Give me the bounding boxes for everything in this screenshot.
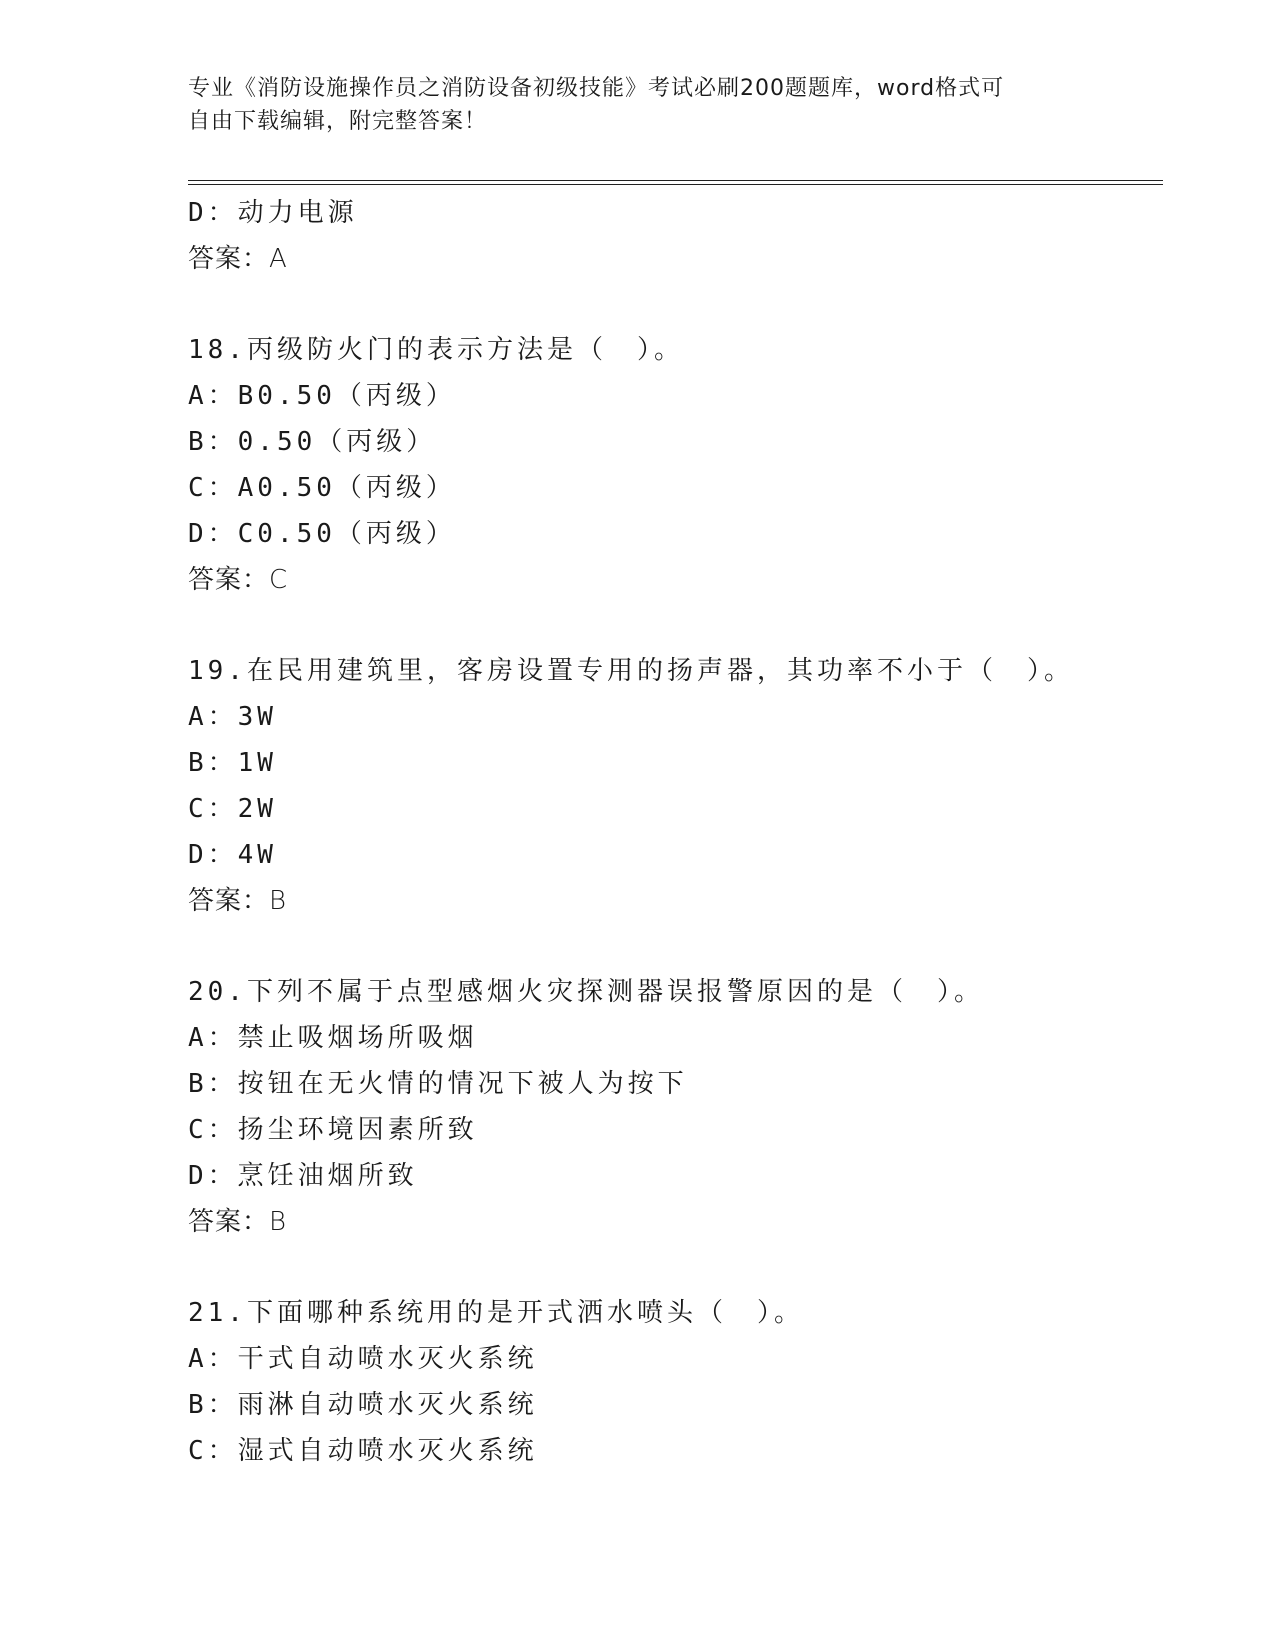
- option-a: A：禁止吸烟场所吸烟: [188, 1023, 478, 1053]
- answer: 答案：B: [188, 1207, 288, 1237]
- question-stem: 21.下面哪种系统用的是开式洒水喷头（ ）。: [188, 1298, 804, 1328]
- option-b: B：1W: [188, 748, 277, 778]
- option-d: D：C0.50（丙级）: [188, 519, 456, 549]
- option-b: B：雨淋自动喷水灭火系统: [188, 1390, 538, 1420]
- question-stem: 18.丙级防火门的表示方法是（ ）。: [188, 335, 684, 365]
- question-21: [188, 1290, 1163, 1474]
- option-c: C：A0.50（丙级）: [188, 473, 456, 503]
- option-b: B：0.50（丙级）: [188, 427, 437, 457]
- prev-option-d: D：动力电源: [188, 198, 358, 228]
- question-list: [188, 190, 1163, 1474]
- header-line-1: 专业《消防设施操作员之消防设备初级技能》考试必刷200题题库，word格式可: [188, 76, 1005, 101]
- question-stem: 20.下列不属于点型感烟火灾探测器误报警原因的是（ ）。: [188, 977, 984, 1007]
- option-c: C：2W: [188, 794, 277, 824]
- option-a: A：3W: [188, 702, 277, 732]
- question-stem: 19.在民用建筑里，客房设置专用的扬声器，其功率不小于（ ）。: [188, 656, 1074, 686]
- answer: 答案：B: [188, 886, 288, 916]
- option-b: B：按钮在无火情的情况下被人为按下: [188, 1069, 688, 1099]
- option-d: D：烹饪油烟所致: [188, 1161, 418, 1191]
- prev-answer: 答案：A: [188, 244, 288, 274]
- header-divider: [188, 180, 1163, 185]
- question-18: [188, 327, 1163, 603]
- option-d: D：4W: [188, 840, 277, 870]
- answer: 答案：C: [188, 565, 289, 595]
- option-a: A：B0.50（丙级）: [188, 381, 456, 411]
- question-19: [188, 648, 1163, 924]
- document-header: [188, 72, 1088, 138]
- option-c: C：湿式自动喷水灭火系统: [188, 1436, 538, 1466]
- option-c: C：扬尘环境因素所致: [188, 1115, 478, 1145]
- header-line-2: 自由下载编辑，附完整答案！: [188, 109, 488, 134]
- option-a: A：干式自动喷水灭火系统: [188, 1344, 538, 1374]
- question-20: [188, 969, 1163, 1245]
